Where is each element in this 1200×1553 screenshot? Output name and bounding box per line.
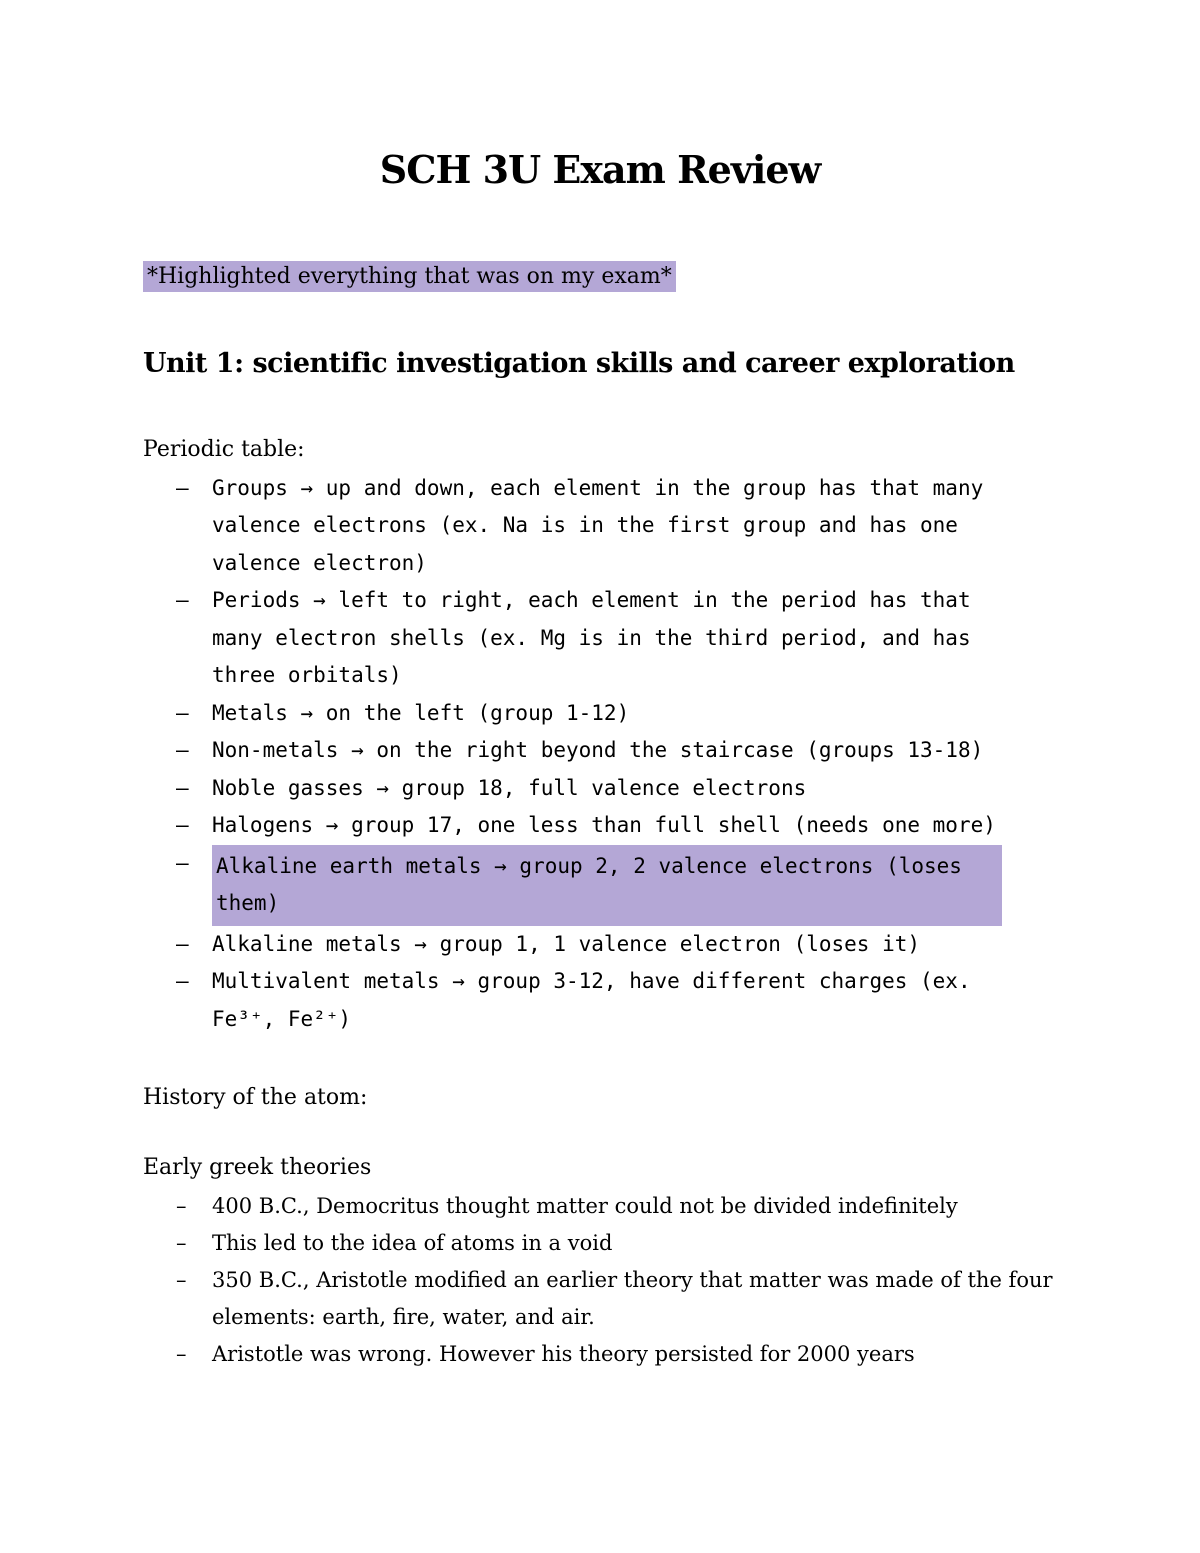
bullet-dash: – (176, 588, 189, 612)
list-item-text: 400 B.C., Democritus thought matter could not be divided indefinitely (212, 1194, 958, 1218)
list-item (143, 963, 1057, 1038)
list-item-text: Noble gasses → group 18, full valence electrons (212, 775, 807, 800)
bullet-dash: – (176, 775, 189, 800)
bullet-dash: – (176, 1268, 187, 1292)
history-list (143, 1188, 1057, 1373)
document-title: SCH 3U Exam Review (379, 147, 821, 192)
list-item-text: Groups → up and down, each element in the group has that many valence electrons (ex. Na is in the first group and has one valence electron) (212, 475, 984, 575)
list-item (143, 732, 1057, 770)
list-item-text: Metals → on the left (group 1-12) (212, 700, 630, 725)
list-item (143, 770, 1057, 808)
bullet-dash: – (176, 969, 189, 993)
list-item-text: Non-metals → on the right beyond the staircase (groups 13-18) (212, 738, 984, 762)
list-item-text: Alkaline metals → group 1, 1 valence electron (loses it) (212, 931, 921, 956)
unit-1-heading: Unit 1: scientific investigation skills and career exploration (143, 347, 1015, 379)
list-item (143, 695, 1057, 733)
list-item (143, 1225, 1057, 1262)
list-item-text: Aristotle was wrong. However his theory persisted for 2000 years (212, 1342, 915, 1366)
list-item-text-highlighted: Alkaline earth metals → group 2, 2 valence electrons (loses them) (212, 845, 1002, 926)
bullet-dash: – (176, 475, 189, 500)
bullet-dash: – (176, 700, 189, 725)
list-item (143, 1336, 1057, 1373)
bullet-dash: – (176, 813, 189, 837)
history-of-atom-heading: History of the atom: (143, 1085, 368, 1110)
list-item-text: Multivalent metals → group 3-12, have different charges (ex. Fe³⁺, Fe²⁺) (212, 969, 971, 1031)
bullet-dash: – (176, 931, 189, 956)
bullet-dash: – (176, 1194, 187, 1218)
bullet-dash: – (176, 1231, 187, 1255)
list-item-text: Halogens → group 17, one less than full shell (needs one more) (212, 813, 996, 837)
list-item (143, 926, 1057, 964)
list-item-text: 350 B.C., Aristotle modified an earlier theory that matter was made of the four elements: earth, fire, water, and air. (212, 1268, 1053, 1329)
early-greek-theories-subheading: Early greek theories (143, 1155, 372, 1180)
list-item (143, 470, 1057, 583)
list-item (143, 1262, 1057, 1336)
list-item (143, 1188, 1057, 1225)
highlight-note: *Highlighted everything that was on my exam* (143, 261, 676, 292)
list-item-text: This led to the idea of atoms in a void (212, 1231, 613, 1255)
highlight-note-line (143, 260, 1057, 294)
list-item (143, 845, 1057, 926)
list-item-text: Periods → left to right, each element in the period has that many electron shells (ex. Mg is in the third period, and has three orbitals) (212, 588, 971, 687)
bullet-dash: – (176, 1342, 187, 1366)
bullet-dash: – (176, 738, 189, 762)
periodic-table-heading: Periodic table: (143, 436, 305, 462)
list-item (143, 807, 1057, 845)
periodic-table-list (143, 470, 1057, 1039)
list-item (143, 582, 1057, 695)
bullet-dash: – (176, 850, 189, 875)
